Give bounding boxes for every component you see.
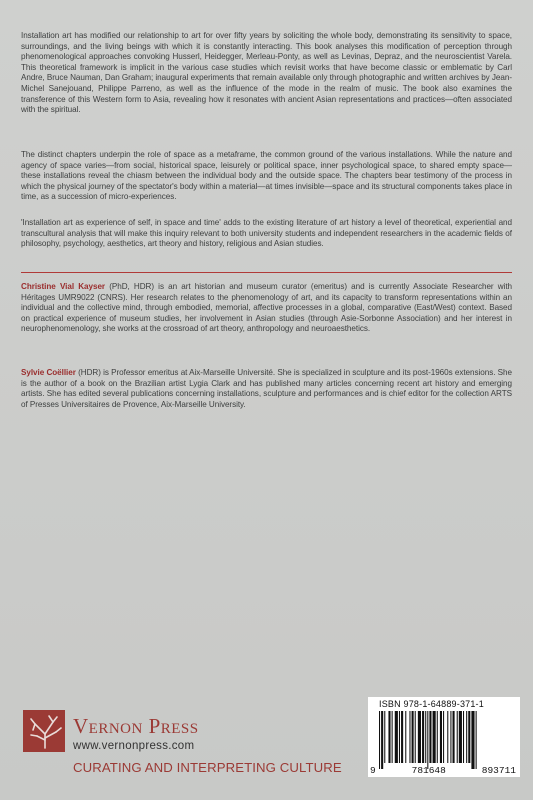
publisher-website: www.vernonpress.com xyxy=(73,740,195,752)
barcode-bar xyxy=(437,711,438,763)
barcode-bar xyxy=(381,711,383,769)
vernon-press-logo-icon xyxy=(23,710,65,752)
author-bio-text-1: (PhD, HDR) is an art historian and museum curator (emeritus) and is currently Associate Researcher with Héritages UMR9022 (CNRS). Her research relates to the phenomenology of art, and its capacity to transform representations within an individual and the collective mind, through embodied, memorial, affective processes in a global, comparative (East/West) context. Based on practical experience of museum studies, her involvement in Asian studies (through Asie-Sorbonne Association) and her interest in neurophenomenology, she works at the crossroad of art theory, anthropology and neuroaesthetics. xyxy=(21,282,512,334)
blurb-text-1: Installation art has modified our relationship to art for over fifty years by soliciting the whole body, demonstrating its sensitivity to space, surroundings, and the living beings with which it is constantly interacting. This book analyses this modification of perception through phenomenological approaches convoking Husserl, Heidegger, Merleau-Ponty, as well as Levinas, Depraz, and the neuroscientist Varela. This theoretical framework is implicit in the various case studies which revisit works that have become classic or emblematic by Carl Andre, Bruce Nauman, Dan Graham; inaugural experiments that remain available only through photographic and written archives by Jean-Michel Sanejouand, Philippe Parreno, as well as the influence of the mode in the realm of music. The book also examines the transference of this Western form to Asia, revealing how it resonates with ancient Asian representations and practices—often associated with the spiritual. xyxy=(21,31,512,115)
barcode-image xyxy=(377,711,513,769)
section-divider xyxy=(21,272,512,273)
series-title: CURATING AND INTERPRETING CULTURE xyxy=(73,760,342,775)
author-name-2: Sylvie Coëllier xyxy=(21,368,76,377)
barcode-digits-left: 781648 xyxy=(411,765,446,776)
barcode-bar xyxy=(388,711,390,763)
barcode-bar xyxy=(440,711,442,763)
barcode-bar xyxy=(443,711,444,763)
barcode-bar xyxy=(463,711,464,763)
barcode-bar xyxy=(433,711,436,763)
barcode-bar xyxy=(471,711,474,769)
barcode-bar xyxy=(447,711,448,763)
barcode-bar xyxy=(466,711,467,763)
barcode-bar xyxy=(453,711,455,763)
barcode-bar xyxy=(395,711,398,763)
barcode-bar xyxy=(384,711,385,763)
barcode-bar xyxy=(476,711,477,769)
blurb-paragraph-3 xyxy=(21,218,512,256)
barcode-bar xyxy=(425,711,426,763)
barcode-bar xyxy=(399,711,400,763)
barcode-digits-right: 893711 xyxy=(481,765,516,776)
barcode-bar xyxy=(429,711,431,763)
barcode-bar xyxy=(459,711,462,763)
barcode-bar xyxy=(392,711,393,763)
barcode-bar xyxy=(468,711,470,763)
barcode-bar xyxy=(457,711,458,763)
blurb-paragraph-2 xyxy=(21,150,512,209)
barcode-bar xyxy=(422,711,424,763)
publisher-name-text: Vernon Press xyxy=(73,714,199,738)
isbn-label: ISBN 978-1-64889-371-1 xyxy=(379,699,484,709)
barcode-bar xyxy=(427,711,428,769)
barcode-bar xyxy=(401,711,403,763)
publisher-name xyxy=(73,714,199,739)
barcode-bar xyxy=(379,711,380,769)
blurb-text-2: The distinct chapters underpin the role of space as a metaframe, the common ground of the various installations. While the nature and agency of space varies—from social, historical space, leisurely or political space, inner psychological space, to shared empty space—these installations reveal the chiasm between the individual body and the outside space. The chapters bear testimony of the process in which the physical journey of the spectator's body within a material—at times invisible—space and its structural components takes place in time, as a succession of micro-experiences. xyxy=(21,150,512,202)
barcode-bar xyxy=(415,711,416,763)
barcode-bar xyxy=(409,711,410,763)
barcode-bar xyxy=(412,711,414,763)
author-name-1: Christine Vial Kayser xyxy=(21,282,106,291)
barcode-digits xyxy=(368,765,520,777)
barcode-bar xyxy=(405,711,406,763)
barcode-digit-lead: 9 xyxy=(370,765,376,776)
author-bio-2 xyxy=(21,368,512,416)
barcode-bar xyxy=(418,711,421,763)
blurb-paragraph-1 xyxy=(21,31,512,122)
blurb-text-3: 'Installation art as experience of self, in space and time' adds to the existing literature of art history a level of theoretical, experiential and transcultural analysis that will make this inquiry relevant to both university students and independent researchers in the academic fields of philosophy, psychology, aesthetics, art theory and history, religious and Asian studies. xyxy=(21,218,512,249)
author-bio-1 xyxy=(21,282,512,341)
author-bio-text-2: (HDR) is Professor emeritus at Aix-Marseille Université. She is specialized in sculpture and its post-1960s extensions. She is the author of a book on the Brazilian artist Lygia Clark and has published many articles concerning recent art history and emerging artists. She has edited several publications concerning installations, sculpture and performances and is chief editor for the collection ARTS of Presses Universitaires de Provence, Aix-Marseille University. xyxy=(21,368,512,409)
barcode-bar xyxy=(450,711,451,763)
